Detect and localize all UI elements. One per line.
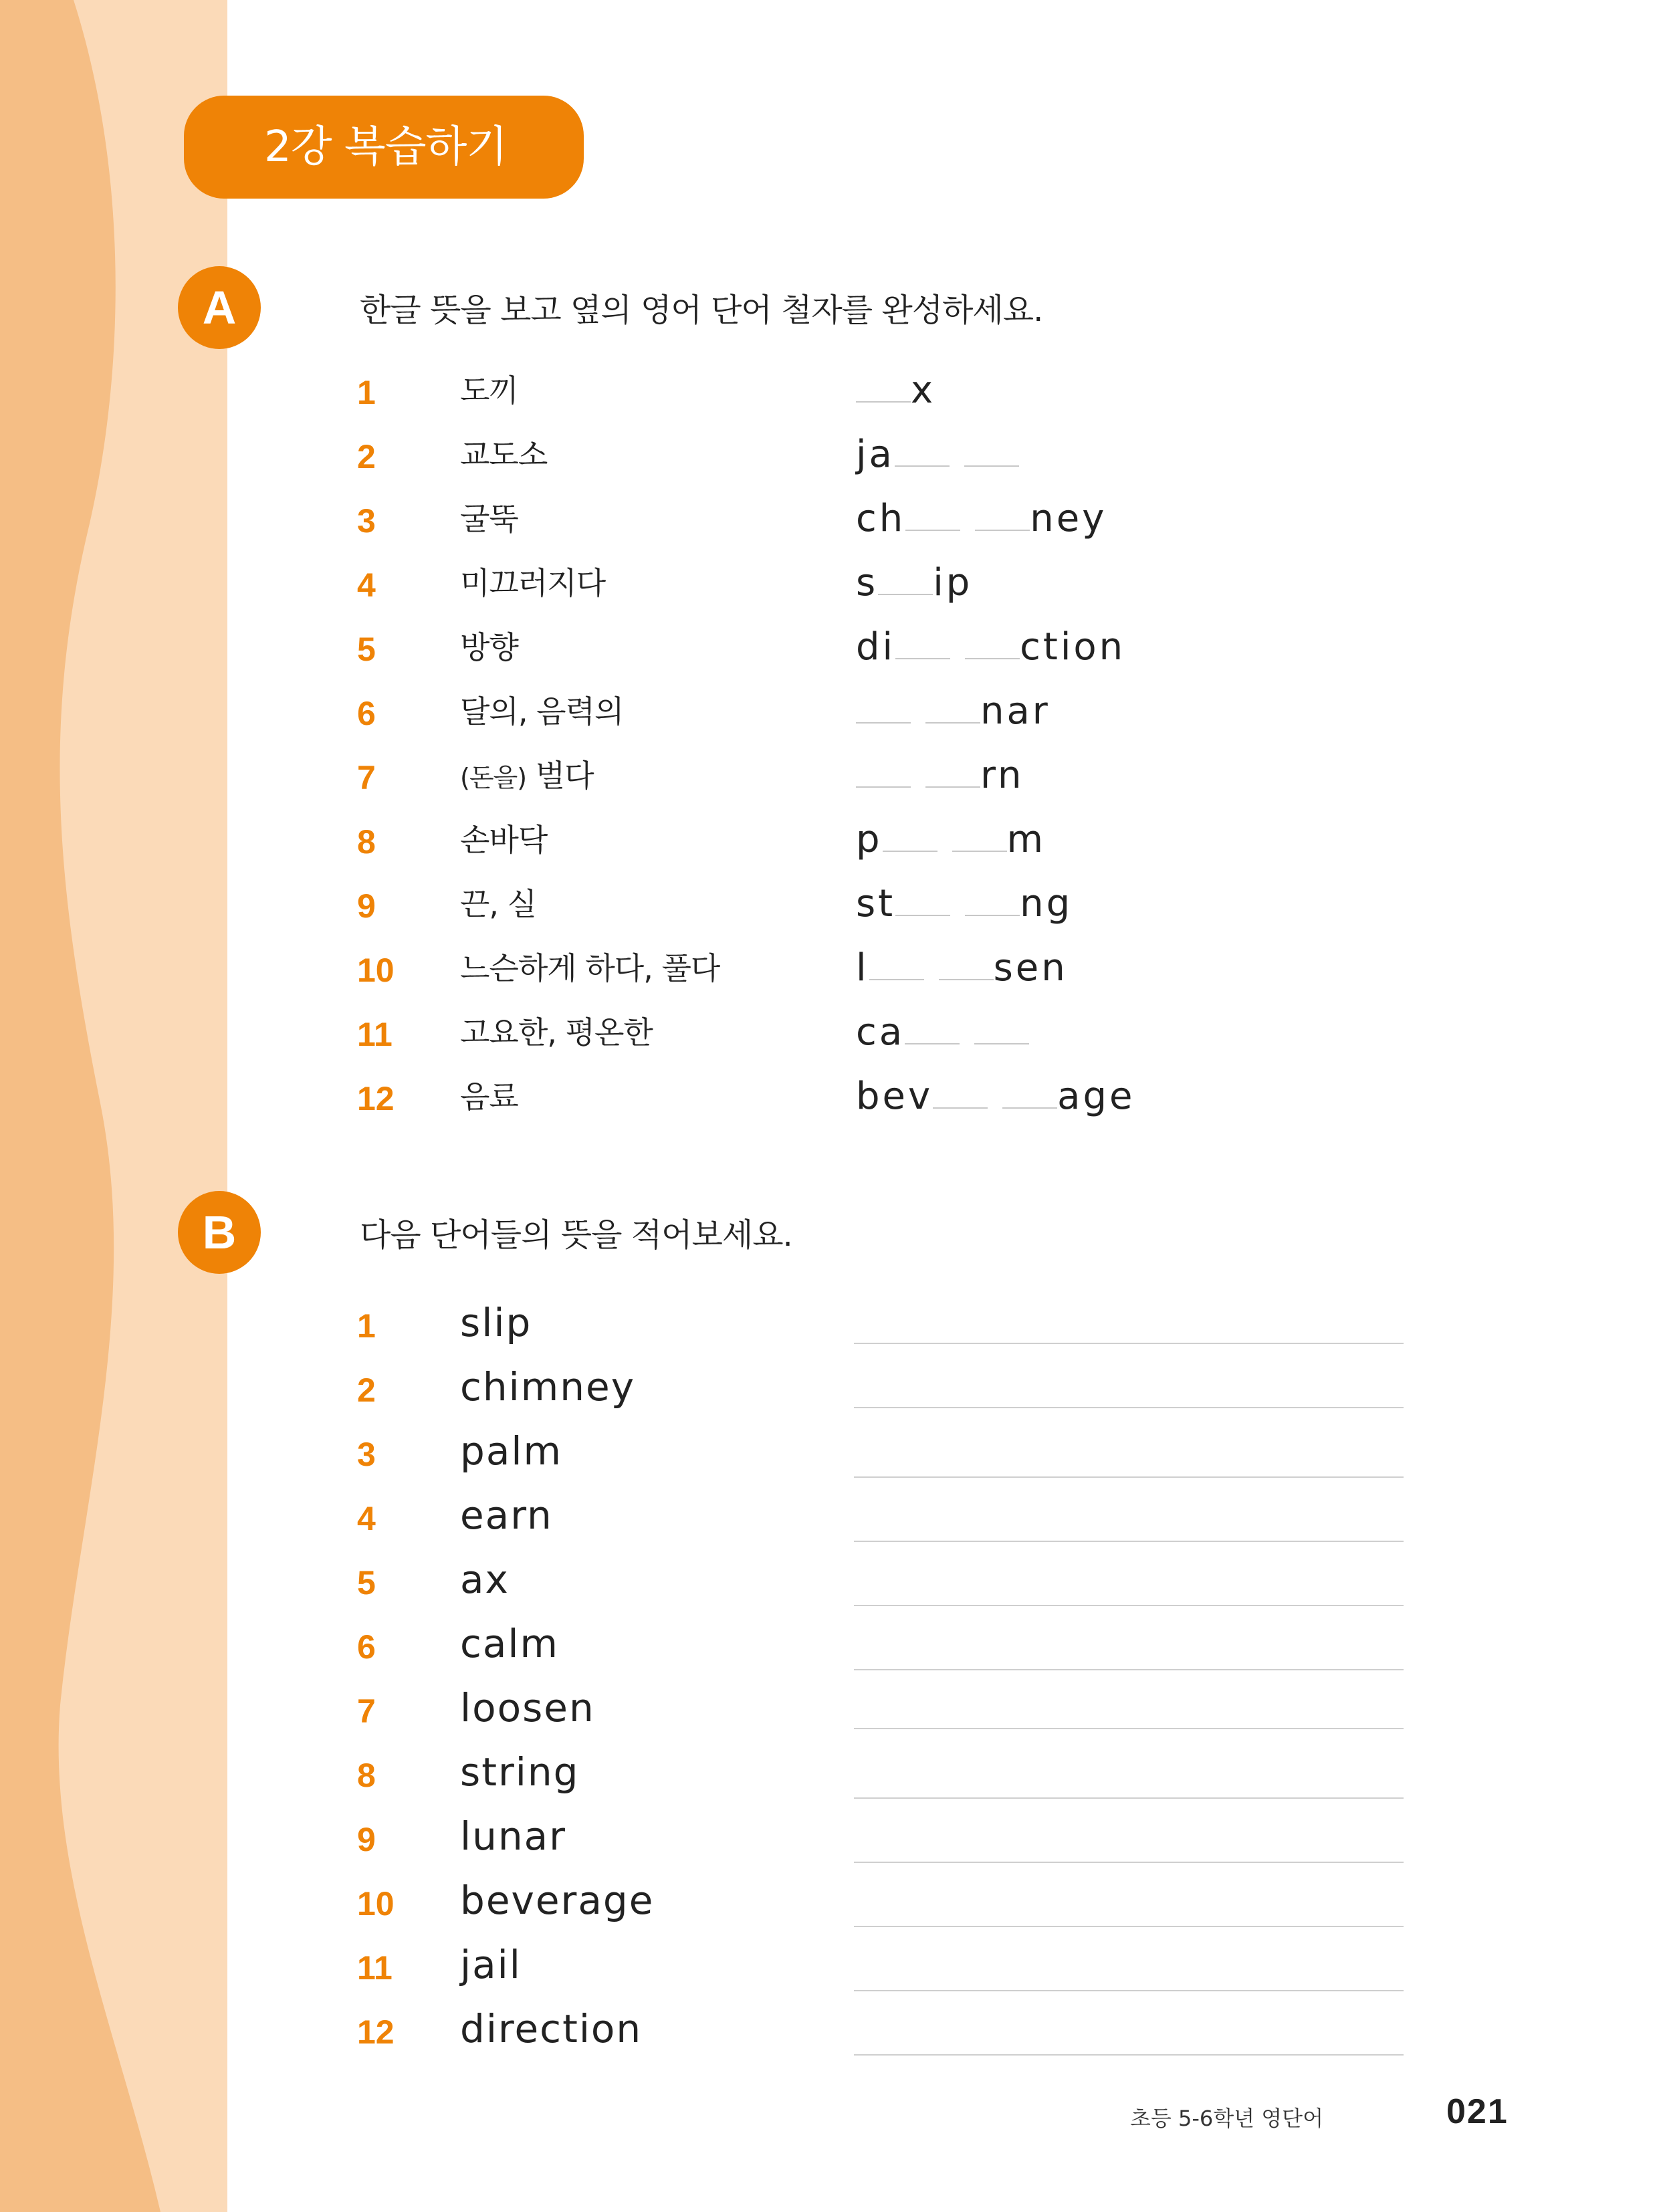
spelling-part: rn <box>980 754 1024 797</box>
answer-line[interactable] <box>854 1605 1404 1606</box>
korean-meaning: 손바닥 <box>460 822 548 858</box>
item-number: 4 <box>357 566 376 604</box>
spelling-part: sen <box>993 946 1068 990</box>
english-word: string <box>460 1749 580 1795</box>
spelling-part: age <box>1057 1075 1135 1118</box>
korean-meaning <box>460 752 594 796</box>
spelling-part: m <box>1006 818 1046 861</box>
section-a-row <box>0 944 1659 998</box>
letter-blank[interactable] <box>905 1010 960 1044</box>
answer-line[interactable] <box>854 1407 1404 1408</box>
letter-blank[interactable] <box>895 625 950 659</box>
section-b-row <box>0 1557 1659 1610</box>
spelling-puzzle <box>856 625 1125 669</box>
korean-meaning: 느슨하게 하다, 풀다 <box>460 950 720 986</box>
english-word: earn <box>460 1492 553 1538</box>
spelling-puzzle <box>856 817 1046 861</box>
spelling-part: x <box>911 368 936 412</box>
spelling-puzzle <box>856 689 1050 733</box>
letter-blank[interactable] <box>933 1074 988 1109</box>
letter-blank[interactable] <box>856 753 911 788</box>
section-b-row <box>0 1364 1659 1418</box>
section-a-row <box>0 1008 1659 1062</box>
spelling-part: di <box>856 625 896 669</box>
spelling-puzzle <box>856 560 972 604</box>
answer-line[interactable] <box>854 1926 1404 1927</box>
section-b-badge: B <box>178 1191 261 1274</box>
item-number: 3 <box>357 502 376 540</box>
section-a-row <box>0 752 1659 805</box>
spelling-part: ng <box>1020 882 1073 925</box>
section-b-row <box>0 1749 1659 1803</box>
item-number: 6 <box>357 695 376 732</box>
spelling-part: ja <box>856 433 895 476</box>
korean-meaning: 방향 <box>460 629 518 665</box>
section-b-row <box>0 1492 1659 1546</box>
letter-blank[interactable] <box>856 368 911 403</box>
section-b-row <box>0 1685 1659 1739</box>
spelling-puzzle <box>856 1074 1135 1118</box>
book-title: 초등 5-6학년 영단어 <box>1130 2106 1323 2131</box>
korean-meaning: 끈, 실 <box>460 886 537 922</box>
section-b-row <box>0 1300 1659 1353</box>
section-a-row <box>0 816 1659 869</box>
spelling-puzzle <box>856 368 935 412</box>
spelling-puzzle <box>856 432 1019 476</box>
korean-word: 벌다 <box>535 758 594 794</box>
item-number: 7 <box>357 1692 376 1730</box>
page-number: 021 <box>1446 2092 1509 2131</box>
item-number: 12 <box>357 2013 395 2051</box>
item-number: 4 <box>357 1500 376 1537</box>
item-number: 12 <box>357 1080 395 1117</box>
section-a-row <box>0 495 1659 548</box>
section-b-row <box>0 1942 1659 1995</box>
korean-meaning: 교도소 <box>460 437 548 473</box>
spelling-part: bev <box>856 1075 933 1118</box>
answer-line[interactable] <box>854 1862 1404 1863</box>
answer-line[interactable] <box>854 1541 1404 1542</box>
english-word: loosen <box>460 1685 595 1731</box>
item-number: 3 <box>357 1436 376 1473</box>
korean-meaning: 굴뚝 <box>460 501 518 537</box>
spelling-puzzle <box>856 946 1068 990</box>
section-a-row <box>0 623 1659 677</box>
korean-meaning: 음료 <box>460 1079 518 1115</box>
section-b-row <box>0 2006 1659 2060</box>
item-number: 2 <box>357 1371 376 1409</box>
item-number: 8 <box>357 823 376 861</box>
answer-line[interactable] <box>854 1343 1404 1344</box>
section-b-row <box>0 1428 1659 1482</box>
letter-blank[interactable] <box>975 496 1030 531</box>
answer-line[interactable] <box>854 1990 1404 1991</box>
item-number: 11 <box>357 1016 393 1053</box>
item-number: 8 <box>357 1757 376 1794</box>
spelling-part: st <box>856 882 896 925</box>
spelling-puzzle <box>856 496 1107 540</box>
english-word: slip <box>460 1300 532 1345</box>
item-number: 1 <box>357 1307 376 1345</box>
answer-line[interactable] <box>854 1669 1404 1670</box>
lesson-title: 2강 복습하기 <box>184 96 584 199</box>
spelling-part: nar <box>980 689 1050 733</box>
section-a-instruction: 한글 뜻을 보고 옆의 영어 단어 철자를 완성하세요. <box>360 292 1043 329</box>
spelling-part: ca <box>856 1010 905 1054</box>
letter-blank[interactable] <box>869 946 924 980</box>
section-b-row <box>0 1621 1659 1674</box>
answer-line[interactable] <box>854 1797 1404 1799</box>
spelling-puzzle <box>856 1010 1029 1054</box>
item-number: 11 <box>357 1949 393 1987</box>
english-word: direction <box>460 2006 643 2052</box>
letter-blank[interactable] <box>895 881 950 916</box>
item-number: 1 <box>357 374 376 411</box>
letter-blank[interactable] <box>856 689 911 724</box>
letter-blank[interactable] <box>964 432 1019 467</box>
letter-blank[interactable] <box>974 1010 1029 1044</box>
spelling-part: s <box>856 561 879 604</box>
korean-meaning: 미끄러지다 <box>460 565 606 601</box>
answer-line[interactable] <box>854 1476 1404 1478</box>
spelling-part: ch <box>856 497 906 540</box>
item-number: 10 <box>357 1885 395 1922</box>
letter-blank[interactable] <box>952 817 1007 852</box>
letter-blank[interactable] <box>883 817 937 852</box>
english-word: ax <box>460 1557 510 1602</box>
korean-paren: (돈을) <box>460 763 527 792</box>
letter-blank[interactable] <box>925 689 980 724</box>
korean-meaning: 달의, 음력의 <box>460 693 624 730</box>
english-word: calm <box>460 1621 560 1666</box>
spelling-part: ip <box>933 561 973 604</box>
section-b-row <box>0 1813 1659 1867</box>
letter-blank[interactable] <box>905 496 960 531</box>
item-number: 9 <box>357 887 376 925</box>
korean-meaning: 도끼 <box>460 372 518 409</box>
section-b-row <box>0 1878 1659 1931</box>
item-number: 2 <box>357 438 376 475</box>
english-word: jail <box>460 1942 522 1987</box>
letter-blank[interactable] <box>895 432 950 467</box>
letter-blank[interactable] <box>965 625 1020 659</box>
item-number: 9 <box>357 1821 376 1858</box>
section-b-instruction: 다음 단어들의 뜻을 적어보세요. <box>360 1216 792 1254</box>
korean-meaning: 고요한, 평온한 <box>460 1014 653 1050</box>
item-number: 6 <box>357 1628 376 1666</box>
item-number: 10 <box>357 952 395 989</box>
spelling-puzzle <box>856 753 1024 797</box>
letter-blank[interactable] <box>1002 1074 1057 1109</box>
section-a-row <box>0 559 1659 613</box>
section-a-row <box>0 687 1659 741</box>
spelling-part: l <box>856 946 869 990</box>
spelling-puzzle <box>856 881 1073 925</box>
english-word: palm <box>460 1428 562 1474</box>
english-word: lunar <box>460 1813 567 1859</box>
answer-line[interactable] <box>854 1728 1404 1729</box>
section-a-row <box>0 1073 1659 1126</box>
spelling-part: ction <box>1020 625 1126 669</box>
item-number: 5 <box>357 631 376 668</box>
spelling-part: ney <box>1030 497 1107 540</box>
item-number: 7 <box>357 759 376 796</box>
section-a-badge: A <box>178 266 261 349</box>
letter-blank[interactable] <box>878 560 933 595</box>
item-number: 5 <box>357 1564 376 1601</box>
section-a-row <box>0 366 1659 420</box>
letter-blank[interactable] <box>939 946 994 980</box>
english-word: chimney <box>460 1364 636 1410</box>
letter-blank[interactable] <box>925 753 980 788</box>
english-word: beverage <box>460 1878 655 1923</box>
spelling-part: p <box>856 818 883 861</box>
section-a-row <box>0 431 1659 484</box>
letter-blank[interactable] <box>965 881 1020 916</box>
answer-line[interactable] <box>854 2054 1404 2056</box>
section-a-row <box>0 880 1659 933</box>
